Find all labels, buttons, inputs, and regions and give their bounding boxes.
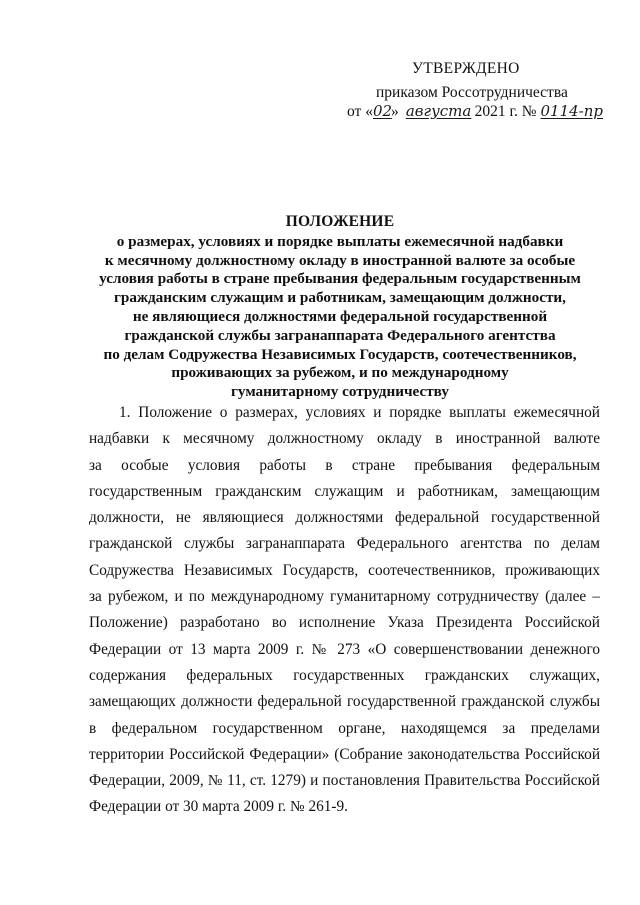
body-line: Федерации от 13 марта 2009 г. № 273 «О совершенствовании денежного: [89, 640, 600, 658]
handwritten-order-number: 0114-пр: [540, 102, 603, 120]
body-line: 1. Положение о размерах, условиях и порядке выплаты ежемесячной: [119, 404, 600, 421]
title-line: по делам Содружества Независимых Государств, соотечественников,: [103, 345, 577, 363]
body-line: Положение) разработано во исполнение Указа Президента Российской: [89, 614, 600, 632]
title-line: гуманитарному сотрудничеству: [231, 383, 449, 401]
body-paragraph: [89, 400, 600, 821]
handwritten-day: 02: [372, 102, 393, 120]
body-line: гражданской службы загранаппарата Федерального агентства по делам: [89, 535, 600, 553]
body-line: в федеральном государственном органе, находящемся за пределами: [89, 719, 600, 737]
title-line: не являющиеся должностями федеральной государственной: [132, 307, 548, 325]
title-line: гражданским служащим и работникам, замещающим должности,: [114, 289, 566, 307]
document-title: [70, 213, 610, 402]
date-prefix: от «: [347, 103, 373, 120]
body-line: территории Российской Федерации» (Собрание законодательства Российской: [89, 745, 600, 763]
title-line: условия работы в стране пребывания федеральным государственным: [99, 270, 581, 288]
title-line: проживающих за рубежом, и по международному: [171, 364, 509, 382]
body-line: замещающих должности федеральной государственной гражданской службы: [89, 693, 600, 711]
body-line: надбавки к месячному должностному окладу в иностранной валюте: [89, 430, 600, 448]
date-year: 2021 г. №: [474, 103, 537, 120]
handwritten-month: августа: [405, 102, 472, 120]
body-line: за рубежом, и по международному гуманитарному сотрудничеству (далее –: [89, 588, 600, 606]
body-line: государственным гражданским служащим и работникам, замещающим: [89, 482, 600, 500]
body-line: Федерации, 2009, № 11, ст. 1279) и постановления Правительства Российской: [89, 772, 600, 790]
title-line: к месячному должностному окладу в иностранной валюте за особые: [104, 251, 576, 269]
title-line: гражданской службы загранаппарата Федерального агентства: [124, 326, 556, 344]
title-line: о размерах, условиях и порядке выплаты ежемесячной надбавки: [116, 232, 564, 250]
body-line: Федерации от 30 марта 2009 г. № 261-9.: [89, 798, 348, 816]
approval-date-line: [347, 102, 618, 121]
title-main: ПОЛОЖЕНИЕ: [285, 213, 395, 230]
body-line: содержания федеральных государственных гражданских служащих,: [89, 666, 600, 684]
approval-order-line: приказом Россотрудничества: [376, 84, 568, 101]
body-line: должности, не являющиеся должностями федеральной государственной: [89, 509, 600, 527]
body-line: Содружества Независимых Государств, соотечественников, проживающих: [89, 561, 600, 579]
approval-heading: УТВЕРЖДЕНО: [412, 60, 520, 77]
body-line: за особые условия работы в стране пребывания федеральным: [89, 456, 600, 474]
date-day-suffix: »: [390, 103, 399, 120]
